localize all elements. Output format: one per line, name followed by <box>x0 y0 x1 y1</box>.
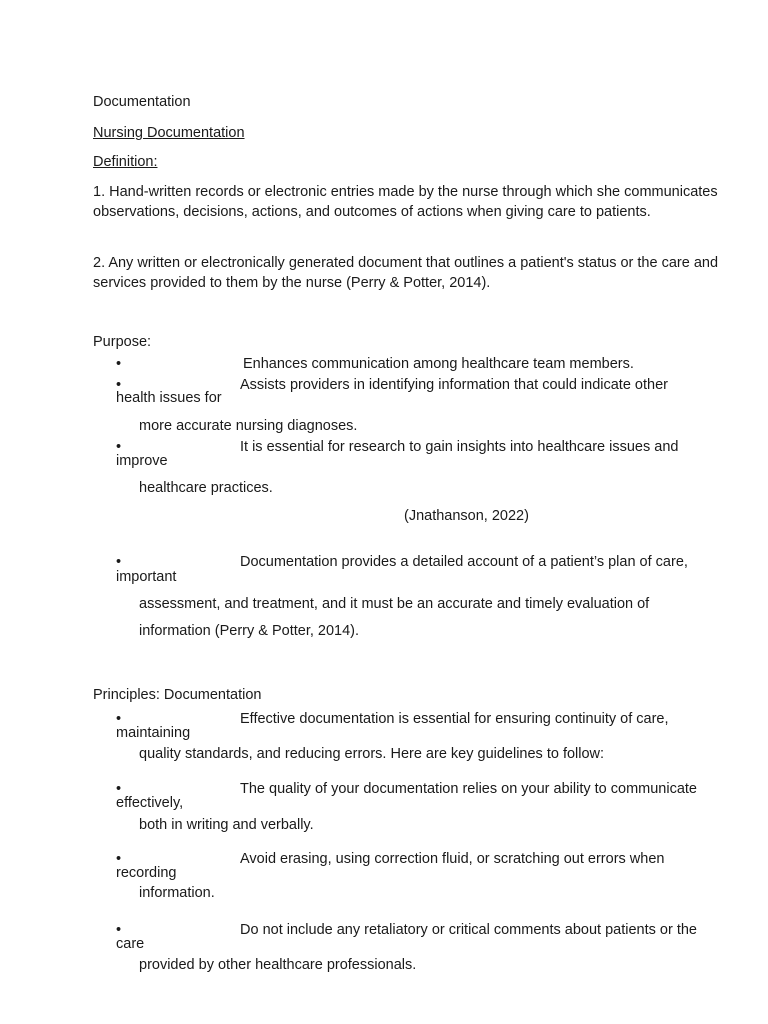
bullet-glyph: • <box>116 554 122 570</box>
definition-1: 1. Hand-written records or electronic entries made by the nurse through which she communicates observations, decisions, actions, and outcomes of actions when giving care to patients. <box>93 184 718 220</box>
doc-subtitle: Nursing Documentation <box>93 125 245 141</box>
purpose-item-text: Documentation provides a detailed account of a patient’s plan of care, <box>240 554 688 570</box>
bullet-glyph: • <box>116 711 122 727</box>
principle-item-text: Do not include any retaliatory or critical comments about patients or the <box>240 922 697 938</box>
principle-item-text: maintaining <box>116 725 191 741</box>
purpose-item-text: more accurate nursing diagnoses. <box>139 418 358 434</box>
principle-item-text: both in writing and verbally. <box>139 817 314 833</box>
bullet-glyph: • <box>116 922 122 938</box>
doc-title: Documentation <box>93 94 191 110</box>
bullet-glyph: • <box>116 781 122 797</box>
bullet-glyph: • <box>116 377 122 393</box>
bullet-glyph: • <box>116 356 122 372</box>
purpose-item-text: Assists providers in identifying information that could indicate other <box>240 377 668 393</box>
purpose-item-text: assessment, and treatment, and it must be an accurate and timely evaluation of <box>139 596 650 612</box>
definition-2: 2. Any written or electronically generated document that outlines a patient's status or the care and services provided to them by the nurse (Perry & Potter, 2014). <box>93 255 719 291</box>
purpose-label: Purpose: <box>93 334 152 350</box>
purpose-item-text: Enhances communication among healthcare team members. <box>243 356 634 372</box>
definition-label: Definition: <box>93 154 158 170</box>
principle-item-text: The quality of your documentation relies on your ability to communicate <box>240 781 697 797</box>
principle-item-text: care <box>116 936 145 952</box>
principle-item-text: effectively, <box>116 795 184 811</box>
principle-item-text: quality standards, and reducing errors. Here are key guidelines to follow: <box>139 746 605 762</box>
principles-label: Principles: Documentation <box>93 687 262 703</box>
principle-item-text: Avoid erasing, using correction fluid, or scratching out errors when <box>240 851 665 867</box>
principle-item-text: recording <box>116 865 177 881</box>
principle-item-text: information. <box>139 885 215 901</box>
purpose-item-text: It is essential for research to gain insights into healthcare issues and <box>240 439 679 455</box>
purpose-item-text: important <box>116 569 177 585</box>
purpose-item-text: healthcare practices. <box>139 480 273 496</box>
purpose-item-text: improve <box>116 453 168 469</box>
principle-item-text: Effective documentation is essential for ensuring continuity of care, <box>240 711 669 727</box>
principle-item-text: provided by other healthcare professionals. <box>139 957 417 973</box>
citation: (Jnathanson, 2022) <box>404 508 529 524</box>
purpose-item-text: health issues for <box>116 390 222 406</box>
bullet-glyph: • <box>116 851 122 867</box>
purpose-item-text: information (Perry & Potter, 2014). <box>139 623 360 639</box>
bullet-glyph: • <box>116 439 122 455</box>
